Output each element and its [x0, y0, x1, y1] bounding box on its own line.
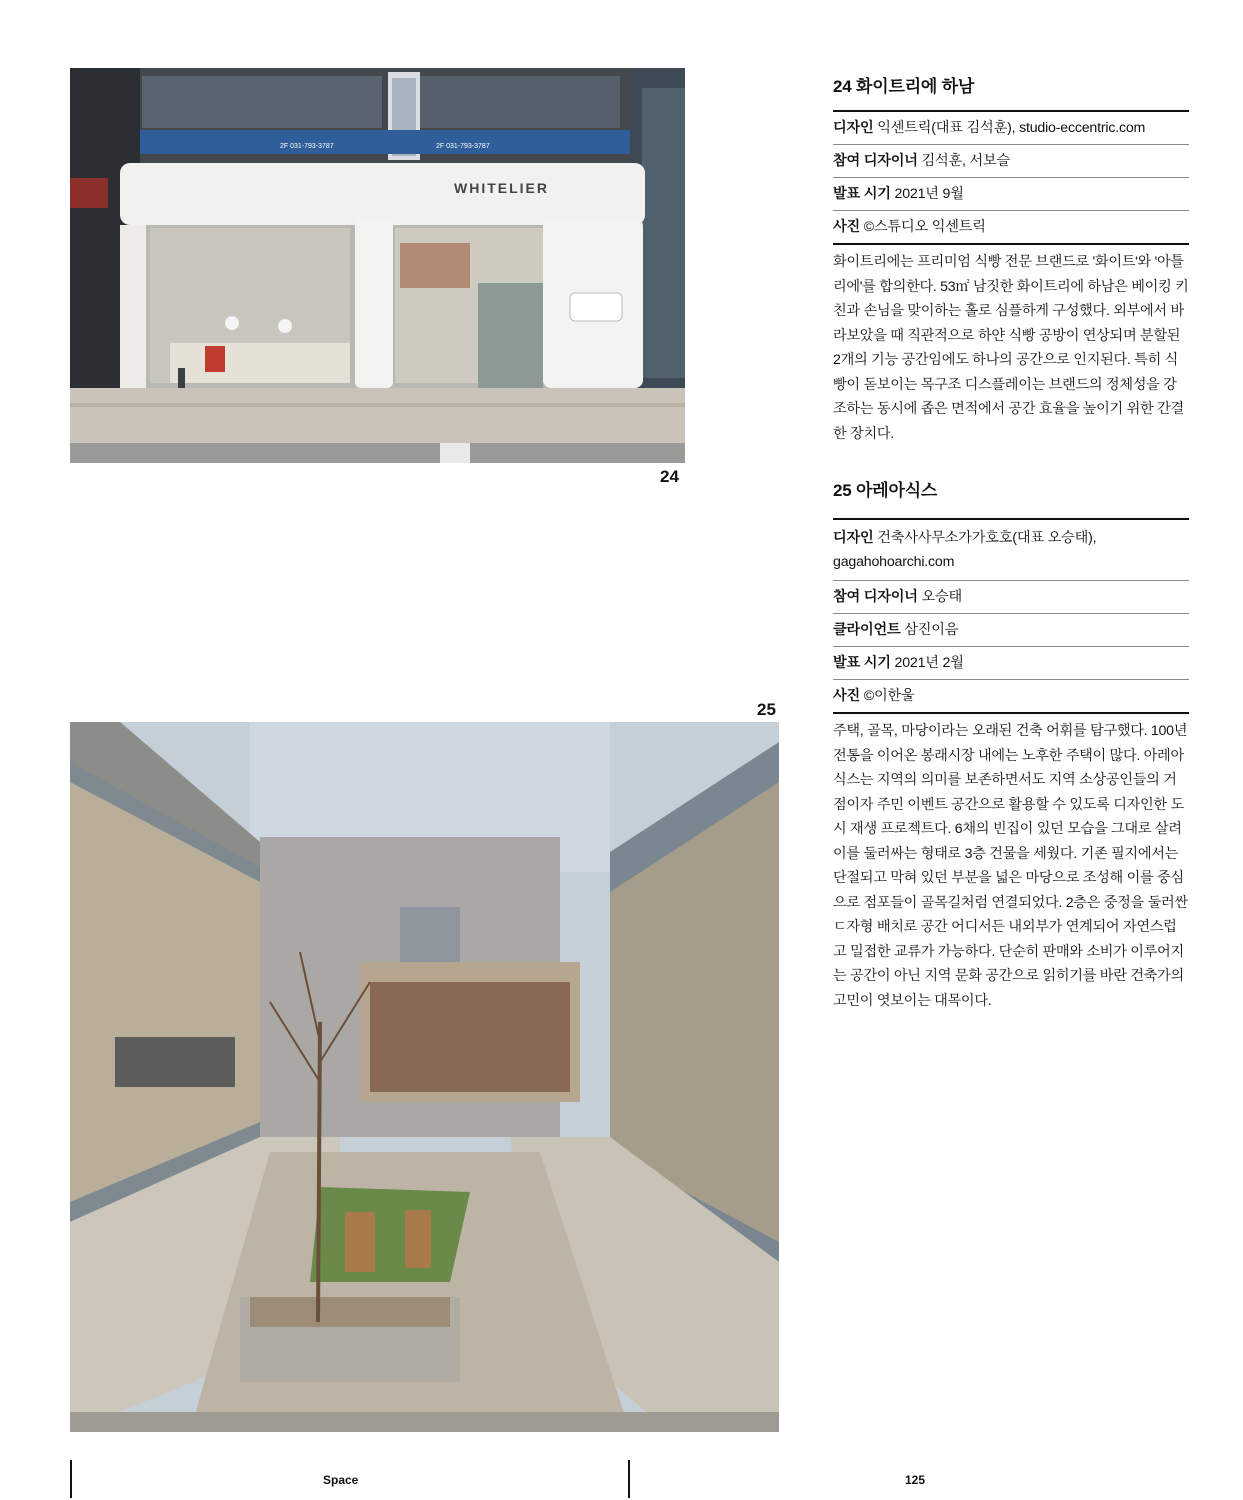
project-25-meta-date: 발표 시기 2021년 2월	[833, 647, 1189, 680]
footer-page-number: 125	[905, 1473, 926, 1487]
footer-rule-left	[70, 1460, 72, 1498]
canopy-sign-text: WHITELIER	[454, 180, 549, 196]
project-25-description: 주택, 골목, 마당이라는 오래된 건축 어휘를 탐구했다. 100년 전통을 이어온 봉래시장 내에는 노후한 주택이 많다. 아레아식스는 지역의 의미를 보존하면서도 지역 소상공인들의 거점이자 주민 이벤트 공간으로 활용할 수 있도록 디자인한 도시 재생 프로젝트다. 6채의 빈집이 있던 모습을 그대로 살려 이를 둘러싸는 형태로 3층 건물을 세웠다. 기존 필지에서는 단절되고 막혀 있던 부분을 넓은 마당으로 조성해 이를 중심으로 점포들이 골목길처럼 연결되었다. 2층은 중정을 둘러싼 ㄷ자형 배치로 공간 어디서든 내외부가 연계되어 자연스럽고 밀접한 교류가 가능하다. 단순히 판매와 소비가 이루어지는 공간이 아닌 지역 문화 공간으로 읽히기를 바란 건축가의 고민이 엿보이는 대목이다.	[833, 723, 1188, 1009]
footer-rule-middle	[628, 1460, 630, 1498]
project-25-meta-designers: 참여 디자이너 오승태	[833, 581, 1189, 614]
photo-whitelier-storefront	[70, 68, 685, 463]
project-24-section	[833, 72, 1189, 446]
project-25-meta-client: 클라이언트 삼진이음	[833, 614, 1189, 647]
project-24-meta-photo: 사진 ©스튜디오 익센트릭	[833, 211, 1189, 245]
project-24-meta-date: 발표 시기 2021년 9월	[833, 178, 1189, 211]
figure-number-25: 25	[757, 700, 776, 719]
project-24-meta-designers: 참여 디자이너 김석훈, 서보슬	[833, 145, 1189, 178]
footer-magazine-name: Space	[323, 1473, 359, 1487]
project-25-title: 25 아레아식스	[833, 481, 938, 500]
photo-area-six-courtyard	[70, 722, 779, 1432]
project-25-section	[833, 476, 1189, 1013]
upper-window-phone: 2F 031-793-3787	[280, 143, 334, 150]
project-24-title: 24 화이트리에 하남	[833, 77, 975, 96]
upper-window-phone-2: 2F 031-793-3787	[436, 143, 490, 150]
project-24-description: 화이트리에는 프리미엄 식빵 전문 브랜드로 '화이트'와 '아틀리에'를 합의한다. 53㎡ 남짓한 화이트리에 하남은 베이킹 키친과 손님을 맞이하는 홀로 심플하게 구성했다. 외부에서 바라보았을 때 직관적으로 하얀 식빵 공방이 연상되며 분할된 2개의 기능 공간임에도 하나의 공간으로 인지된다. 특히 식빵이 돋보이는 목구조 디스플레이는 브랜드의 정체성을 강조하는 동시에 좁은 면적에서 공간 효율을 높이기 위한 간결한 장치다.	[833, 254, 1189, 442]
project-25-meta-design: 디자인 건축사사무소가가호호(대표 오승태), gagahohoarchi.com	[833, 520, 1189, 581]
project-24-meta-design: 디자인 익센트릭(대표 김석훈), studio-eccentric.com	[833, 112, 1189, 145]
figure-number-24: 24	[660, 467, 679, 486]
project-25-meta-photo: 사진 ©이한울	[833, 680, 1189, 714]
